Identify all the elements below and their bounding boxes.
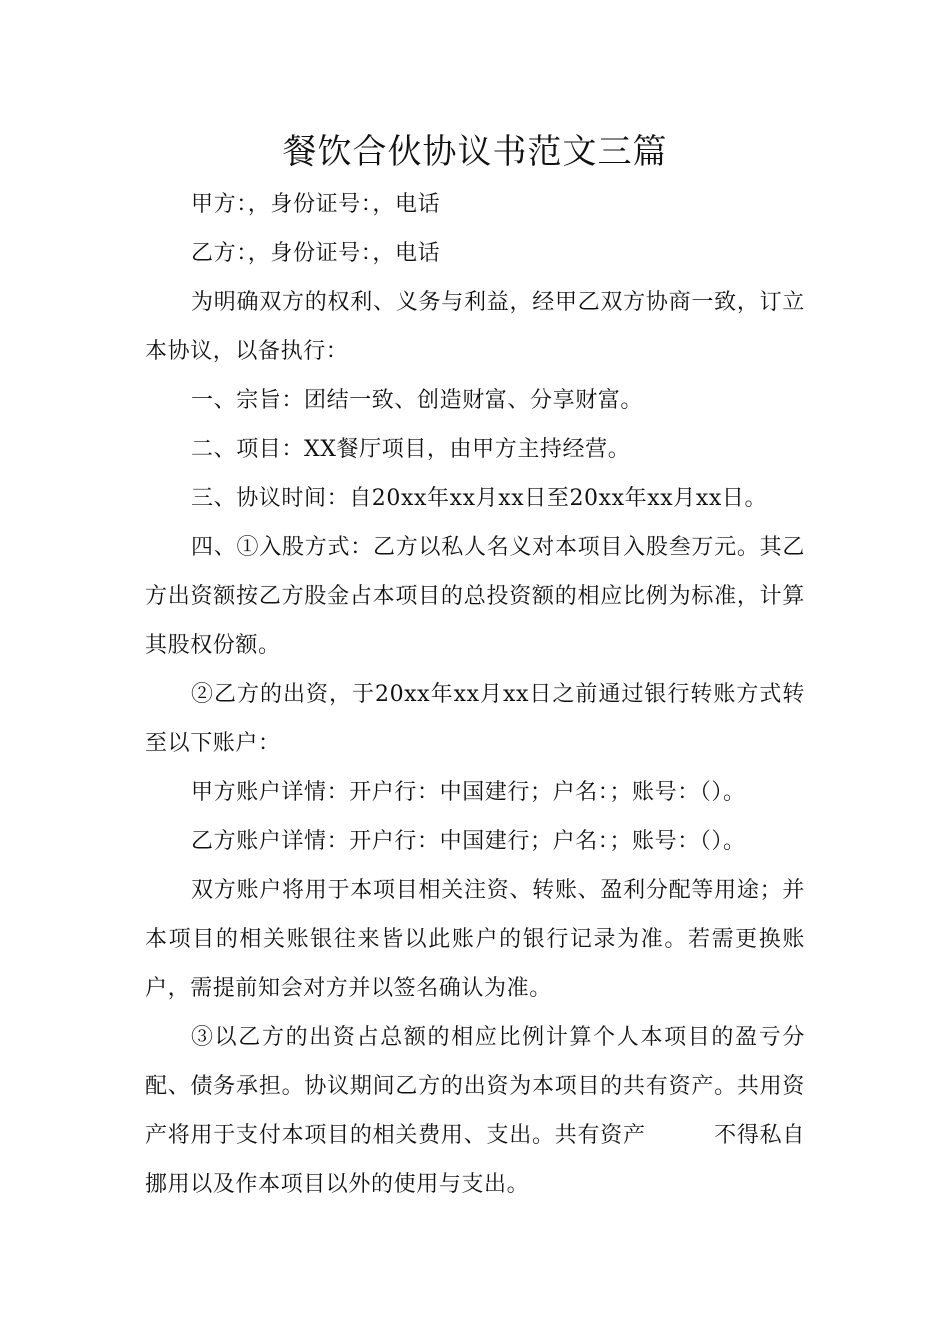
- clause-project: 二、项目：XX餐厅项目，由甲方主持经营。: [191, 437, 631, 462]
- clause-investment-method: 四、①入股方式：乙方以私人名义对本项目入股叁万元。其乙方出资额按乙方股金占本项目的总投资额的相应比例为标准，计算其股权份额。: [145, 535, 805, 658]
- clause-account-usage: 双方账户将用于本项目相关注资、转账、盈利分配等用途；并本项目的相关账银往来皆以此账户的银行记录为准。若需更换账户，需提前知会对方并以签名确认为准。: [145, 878, 805, 1001]
- document-body: [145, 180, 805, 1209]
- party-b-line: 乙方：，身份证号：，电话: [191, 241, 441, 266]
- clause-term: 三、协议时间：自20xx年xx月xx日至20xx年xx月xx日。: [191, 486, 768, 511]
- clause-profit-distribution: ③以乙方的出资占总额的相应比例计算个人本项目的盈亏分配、债务承担。协议期间乙方的出资为本项目的共有资产。共用资产将用于支付本项目的相关费用、支出。共有资产 不得私自挪用以及作本项目以外的使用与支出。: [145, 1025, 805, 1197]
- party-a-account: 甲方账户详情：开户行：中国建行；户名：；账号：（）。: [191, 780, 746, 805]
- party-b-account: 乙方账户详情：开户行：中国建行；户名：；账号：（）。: [191, 829, 746, 854]
- clause-purpose: 一、宗旨：团结一致、创造财富、分享财富。: [191, 388, 644, 413]
- party-a-line: 甲方：，身份证号：，电话: [191, 192, 441, 217]
- document-title: 餐饮合伙协议书范文三篇: [282, 132, 668, 172]
- clause-capital-transfer: ②乙方的出资，于20xx年xx月xx日之前通过银行转账方式转至以下账户：: [145, 682, 805, 756]
- preamble-paragraph: 为明确双方的权利、义务与利益，经甲乙双方协商一致，订立本协议，以备执行：: [145, 290, 805, 364]
